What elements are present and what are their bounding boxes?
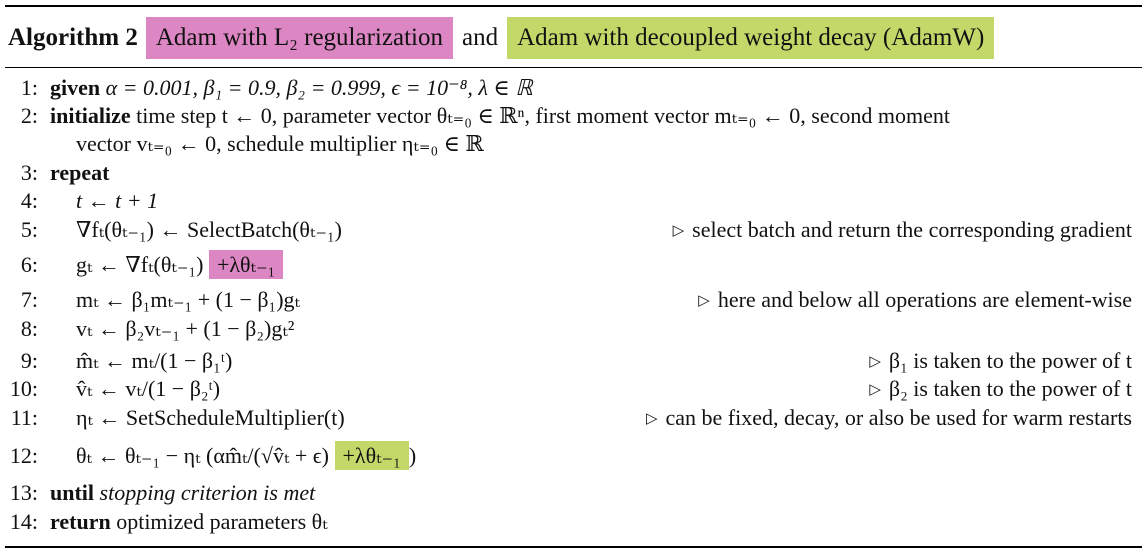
line-number: 9: (20, 348, 38, 373)
line-number: 8: (20, 316, 38, 341)
line-number: 11: (10, 405, 38, 430)
line-text: ∇fₜ(θₜ₋₁) ← SelectBatch(θₜ₋₁) (76, 217, 342, 242)
comment: ▷ select batch and return the corresponding gradient (672, 217, 1132, 242)
comment-triangle-icon: ▷ (645, 411, 658, 427)
line-text: ηₜ ← SetScheduleMultiplier(t) (76, 405, 345, 430)
keyword: given (50, 75, 101, 100)
line-2 (0, 102, 1146, 130)
line-number: 7: (20, 287, 38, 312)
comment: ▷ β₁ is taken to the power of t (869, 348, 1132, 373)
line-1 (0, 74, 1146, 102)
comment-triangle-icon: ▷ (672, 223, 685, 239)
line-number: 12: (9, 443, 38, 468)
line-number: 2: (20, 103, 38, 128)
line-number: 6: (20, 252, 38, 277)
line-14 (0, 508, 1146, 536)
line-8 (0, 315, 1146, 343)
line-number: 14: (9, 509, 38, 534)
line-number: 3: (20, 160, 38, 185)
line-5 (0, 216, 1146, 244)
line-text: gₜ ← ∇fₜ(θₜ₋₁) (76, 252, 204, 277)
line-text: v̂ₜ ← vₜ/(1 − β₂ᵗ) (76, 376, 221, 401)
comment-triangle-icon: ▷ (869, 382, 881, 398)
line-3 (0, 159, 1146, 187)
line-10 (0, 375, 1146, 403)
line-6 (0, 251, 1146, 279)
closing-paren: ) (408, 443, 417, 468)
keyword: initialize (50, 103, 131, 128)
comment: ▷ here and below all operations are element-wise (698, 287, 1132, 312)
line-text: mₜ ← β₁mₜ₋₁ + (1 − β₁)gₜ (76, 287, 300, 312)
header-rule (5, 67, 1142, 68)
line-number: 4: (20, 188, 38, 213)
l2-regularization-box: Adam with L₂ regularization (146, 17, 453, 59)
keyword: return (50, 509, 111, 534)
line-number: 10: (9, 376, 38, 401)
line-text: θₜ ← θₜ₋₁ − ηₜ (αm̂ₜ/(√v̂ₜ + ϵ) (76, 443, 330, 468)
algorithm-label: Algorithm 2 (8, 24, 138, 51)
line-text: vₜ ← β₂vₜ₋₁ + (1 − β₂)gₜ² (76, 316, 295, 341)
line-9 (0, 347, 1146, 375)
top-rule (5, 5, 1142, 7)
line-text: stopping criterion is met (94, 480, 316, 505)
bottom-rule (5, 546, 1142, 548)
line-2-continued (0, 130, 1146, 158)
comment: ▷ can be fixed, decay, or also be used for warm restarts (645, 405, 1132, 430)
line-11 (0, 404, 1146, 432)
line-text: α = 0.001, β₁ = 0.9, β₂ = 0.999, ϵ = 10⁻⁸, λ ∈ ℝ (100, 75, 533, 100)
comment-triangle-icon: ▷ (698, 293, 710, 309)
line-text: t ← t + 1 (76, 188, 159, 213)
adamw-term-highlight: +λθₜ₋₁ (335, 441, 409, 470)
line-number: 1: (20, 75, 38, 100)
line-text: vector vₜ₌₀ ← 0, schedule multiplier ηₜ₌₀ ∈ ℝ (76, 131, 484, 156)
line-number: 5: (20, 217, 38, 242)
line-number: 13: (9, 480, 38, 505)
keyword: repeat (50, 160, 110, 185)
line-12 (0, 442, 1146, 470)
l2-term-highlight: +λθₜ₋₁ (209, 250, 283, 279)
line-text: m̂ₜ ← mₜ/(1 − β₁ᵗ) (76, 348, 233, 373)
line-4 (0, 187, 1146, 215)
and-label: and (461, 24, 499, 51)
keyword: until (50, 480, 95, 505)
comment-triangle-icon: ▷ (869, 354, 881, 370)
line-text: optimized parameters θₜ (110, 509, 328, 534)
comment: ▷ β₂ is taken to the power of t (869, 376, 1132, 401)
algorithm-header (8, 14, 994, 62)
line-13 (0, 479, 1146, 507)
line-text: time step t ← 0, parameter vector θₜ₌₀ ∈ ℝⁿ, first moment vector mₜ₌₀ ← 0, second moment (130, 103, 950, 128)
adamw-box: Adam with decoupled weight decay (AdamW) (507, 17, 994, 59)
line-7 (0, 286, 1146, 314)
